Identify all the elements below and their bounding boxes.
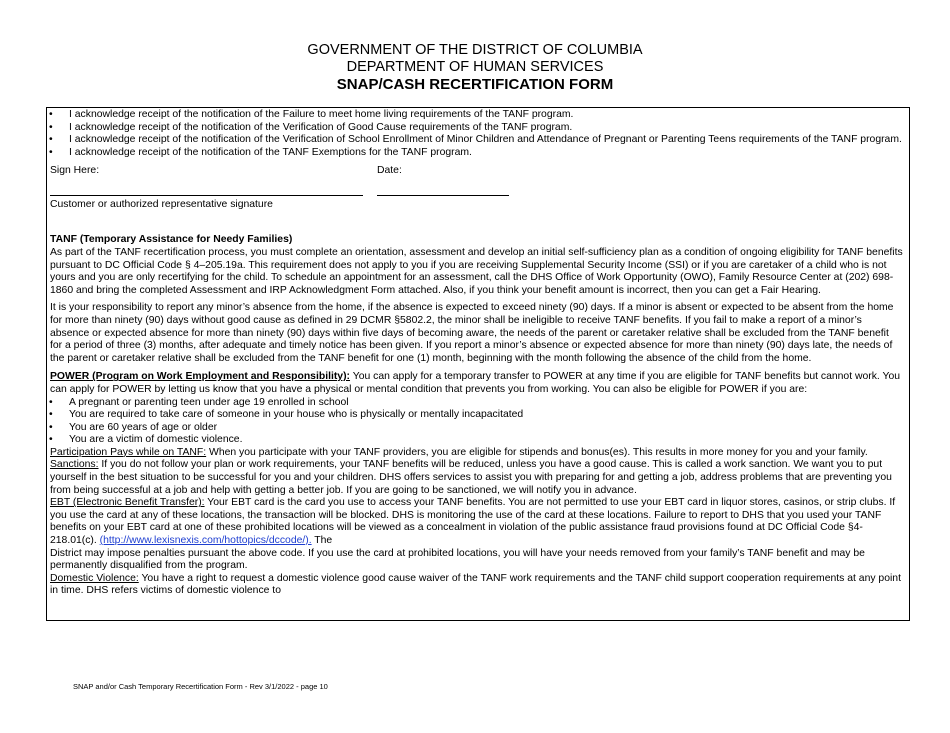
date-line[interactable] (377, 195, 509, 196)
ebt-continuation: District may impose penalties pursuant the above code. If you use the card at prohibited locations, you will have your needs removed from your family’s TANF benefit and may be permanently disqualified from the program. (50, 547, 865, 572)
signature-block (47, 165, 909, 221)
power-list-item: • A pregnant or parenting teen under age 19 enrolled in school (47, 397, 909, 410)
acknowledgement-item: • I acknowledge receipt of the notification of the TANF Exemptions for the TANF program. (47, 147, 909, 160)
ebt-label: EBT (Electronic Benefit Transfer): (50, 497, 205, 509)
ebt-after-link: The (311, 535, 333, 547)
ebt-text: Your EBT card is the card you use to access your TANF benefits. You are not permitted to use your EBT card in liquor stores, casinos, or strip clubs. If you use the card at any of these locations, the transaction will be blocked. DHS is monitoring the use of the card at these locations. Failure to report to DHS that you used your TANF benefits on your EBT card at one of these prohibited locations will be viewed as a concealment in violation of the public assistance fraud provisions found at DC Official Code §4-218.01(c). (50, 497, 896, 547)
sign-here-label: Sign Here: (50, 165, 100, 177)
power-paragraph (50, 371, 903, 396)
tanf-heading: TANF (Temporary Assistance for Needy Families) (50, 234, 293, 246)
participation-label: Participation Pays while on TANF: (50, 446, 207, 458)
document-header (0, 42, 950, 94)
power-heading: POWER (Program on Work Employment and Responsibility): (50, 371, 351, 383)
acknowledgement-list (47, 108, 909, 159)
acknowledgement-item: • I acknowledge receipt of the notification of the Failure to meet home living requirements of the TANF program. (47, 109, 909, 122)
tanf-paragraph-2: It is your responsibility to report any minor’s absence from the home, if the absence is expected to exceed ninety (90) days. If a minor is absent or expected to be absent from the home for more than ninety (90) days without good cause as defined in 29 DCMR §5802.2, the minor shall be ineligible to receive TANF benefits. If you fail to make a report of a minor’s absence or expected absence for more than ninety (90) days within five days of becoming aware, the needs of the parent or caretaker relative shall be excluded from the TANF benefit for a period of three (3) months, after adequate and timely notice has been given. If you report a minor’s absence or expected absence for more than ninety (90) days late, the needs of the parent or caretaker relative shall be excluded from the TANF benefit for one (1) month, beginning with the month following the absence of the child from the home. (50, 302, 894, 364)
ebt-paragraph (50, 497, 903, 547)
power-list-item: • You are required to take care of someone in your house who is physically or mentally incapacitated (47, 409, 909, 422)
signature-caption: Customer or authorized representative signature (50, 199, 273, 211)
domestic-violence-paragraph (50, 573, 903, 598)
page-footer: SNAP and/or Cash Temporary Recertification Form - Rev 3/1/2022 - page 10 (73, 682, 328, 691)
power-intro: You can apply for a temporary transfer to POWER at any time if you are eligible for TANF benefits but cannot work. You can apply for POWER by letting us know that you have a physical or mental condition that prevents you from working. You can also be eligible for POWER if you are: (50, 371, 901, 395)
participation-text: When you participate with your TANF providers, you are eligible for stipends and bonus(es). This results in more money for you and your family. (206, 446, 868, 458)
header-department: DEPARTMENT OF HUMAN SERVICES (346, 59, 604, 75)
domestic-violence-text: You have a right to request a domestic violence good cause waiver of the TANF work requirements and the TANF child support cooperation requirements at any point in time. DHS refers victims of domestic violence to (50, 572, 901, 597)
tanf-paragraph-1: As part of the TANF recertification process, you must complete an orientation, assessment and develop an initial self-sufficiency plan as a condition of ongoing eligibility for TANF benefits pursuant to DC Official Code § 4–205.19a. This requirement does not apply to you if you are receiving Supplemental Security Income (SSI) or if you are caretaker of a child who is not yours and you are only recertifying for the child. To schedule an appointment for an assessment, call the DHS Office of Work Opportunity (OWO), Family Resource Center at (202) 698-1860 and bring the completed Assessment and IRP Acknowledgment Form attached. Also, if you think your benefit amount is incorrect, then you can get a Fair Hearing. (50, 246, 903, 296)
form-title: SNAP/CASH RECERTIFICATION FORM (336, 76, 614, 93)
sanctions-text: If you do not follow your plan or work requirements, your TANF benefits will be reduced, unless you have a good cause. This is called a work sanction. We want you to put yourself in the best situation to be successful for you and your children. DHS offers services to assist you with preparing for and getting a job, address problems that are preventing you from being successful at a job and help with getting a better job. If you are going to be sanctioned, we will notify you in advance. (50, 459, 892, 496)
power-list-item: • You are 60 years of age or older (47, 422, 909, 435)
acknowledgement-item: • I acknowledge receipt of the notification of the Verification of School Enrollment of Minor Children and Attendance of Pregnant or Parenting Teens requirements of the TANF program. (47, 134, 909, 147)
dc-code-link[interactable]: (http://www.lexisnexis.com/hottopics/dccode/). (99, 535, 312, 547)
form-content-box (46, 107, 910, 621)
sanctions-paragraph (50, 459, 903, 497)
power-list-item: • You are a victim of domestic violence. (47, 434, 909, 447)
acknowledgement-item: • I acknowledge receipt of the notification of the Verification of Good Cause requirements of the TANF program. (47, 122, 909, 135)
power-eligibility-list (47, 397, 909, 447)
domestic-violence-label: Domestic Violence: (50, 572, 139, 584)
sanctions-label: Sanctions: (50, 459, 99, 471)
date-label: Date: (377, 165, 402, 177)
participation-paragraph (50, 447, 903, 460)
signature-line[interactable] (50, 195, 363, 196)
header-government: GOVERNMENT OF THE DISTRICT OF COLUMBIA (307, 42, 643, 58)
